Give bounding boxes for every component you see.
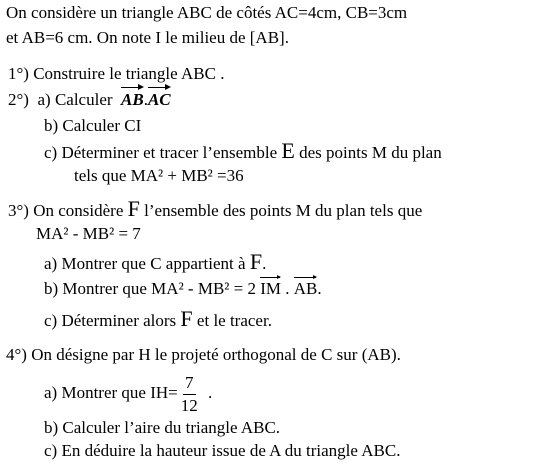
question-3-text-after: l’ensemble des points M du plan tels que — [144, 201, 423, 220]
question-3 — [8, 196, 423, 221]
vector-ac: AC — [147, 90, 171, 109]
set-f: F — [127, 196, 140, 221]
question-2c-text-after: des points M du plan — [299, 143, 442, 162]
dot-operator: . — [281, 279, 294, 298]
question-4-label: 4°) — [6, 345, 27, 364]
period: . — [208, 383, 213, 402]
question-4b-text: Calculer l’aire du triangle ABC. — [62, 418, 281, 437]
set-f: F — [249, 249, 263, 274]
question-2c-text-before: Déterminer et tracer l’ensemble — [61, 143, 278, 162]
question-3a-text: Montrer que C appartient à — [61, 254, 246, 273]
question-3a — [44, 249, 267, 274]
dot-operator: . — [143, 90, 148, 109]
question-2b-label: b) — [44, 116, 59, 135]
question-4a-label: a) — [44, 383, 58, 402]
question-1-text: Construire le triangle ABC . — [33, 64, 225, 83]
fraction — [179, 373, 200, 416]
question-4-text: On désigne par H le projeté orthogonal de C sur (AB). — [31, 345, 401, 364]
question-4c — [44, 441, 400, 461]
question-3-text-before: On considère — [33, 201, 124, 220]
intro-line-2: et AB=6 cm. On note I le milieu de [AB]. — [6, 28, 289, 47]
question-2c — [44, 138, 442, 163]
question-3c-text-before: Déterminer alors — [61, 311, 177, 330]
question-3c — [44, 306, 272, 331]
equals-sign: = — [168, 383, 178, 402]
question-3-label: 3°) — [8, 201, 29, 220]
fraction-numerator: 7 — [183, 373, 196, 395]
question-3c-label: c) — [44, 311, 58, 330]
set-f: F — [180, 306, 193, 331]
question-4b — [44, 418, 280, 438]
question-2c-label: c) — [44, 143, 58, 162]
question-3c-text-after: et le tracer. — [196, 311, 272, 330]
question-4b-label: b) — [44, 418, 59, 437]
question-3b-label: b) — [44, 279, 59, 298]
set-e: E — [281, 138, 295, 163]
question-2b — [44, 116, 141, 136]
question-4c-text: En déduire la hauteur issue de A du triangle ABC. — [61, 441, 401, 460]
fraction-denominator: 12 — [180, 395, 198, 415]
vector-im: IM — [260, 279, 281, 298]
vector-ab: AB — [293, 279, 318, 298]
question-2-label: 2°) — [8, 90, 29, 109]
intro-line-1: On considère un triangle ABC de côtés AC=4cm, CB=3cm — [6, 3, 408, 22]
question-3a-label: a) — [44, 254, 58, 273]
question-3b-text: Montrer que MA² - MB² = 2 — [62, 279, 256, 298]
period: . — [317, 279, 322, 298]
question-4a — [44, 370, 212, 416]
vector-ab: AB — [121, 90, 144, 109]
question-2c-line-2: tels que MA² + MB² =36 — [74, 166, 244, 185]
question-3-line-2: MA² - MB² = 7 — [36, 224, 141, 243]
question-2a-text: Calculer — [54, 90, 113, 109]
period: . — [262, 254, 267, 273]
question-4 — [6, 345, 401, 365]
question-4c-label: c) — [44, 441, 58, 460]
question-3b — [44, 279, 322, 299]
question-2a-label: a) — [37, 90, 51, 109]
question-2a — [8, 90, 171, 110]
question-2b-text: Calculer CI — [62, 116, 142, 135]
question-4a-text: Montrer que IH — [61, 383, 169, 402]
question-1 — [8, 64, 224, 84]
question-1-label: 1°) — [8, 64, 29, 83]
